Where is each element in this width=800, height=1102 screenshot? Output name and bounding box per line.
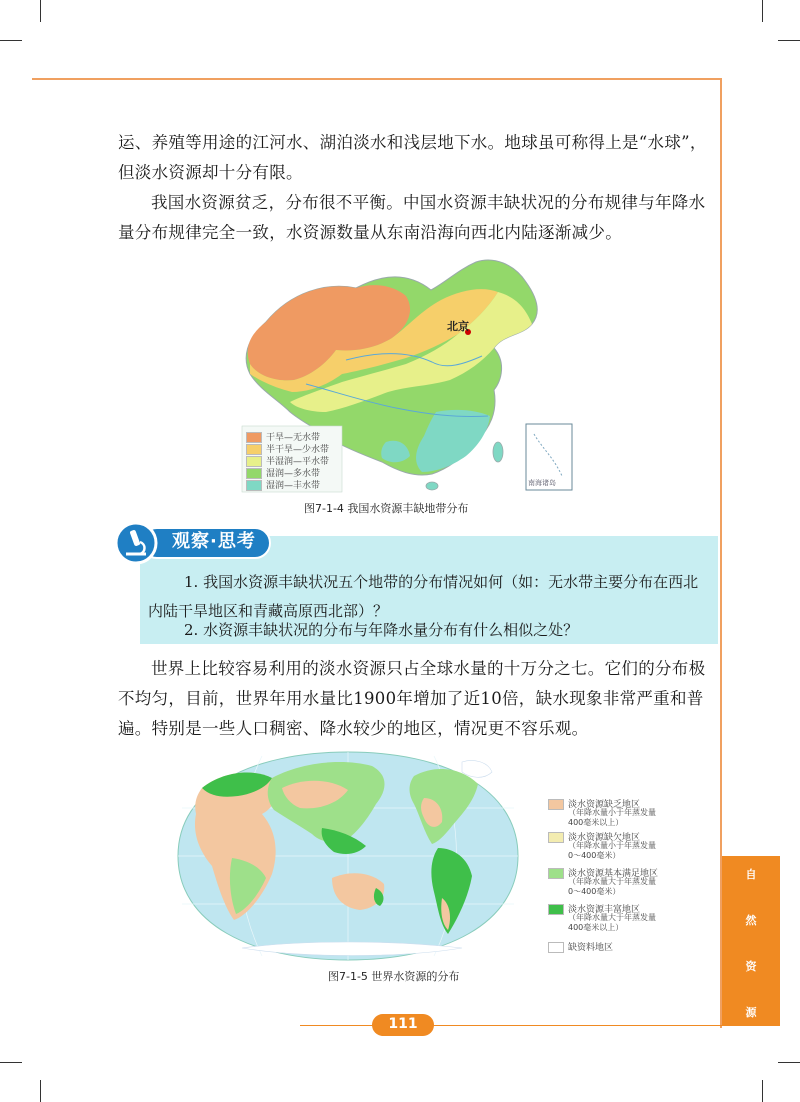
figure-caption-china: 图7-1-4 我国水资源丰缺地带分布: [304, 502, 469, 515]
legend-note: （年降水量大于年蒸发量400毫米以上）: [568, 913, 656, 932]
crop-mark: [40, 1080, 41, 1102]
legend-label: 淡水资源基本满足地区: [568, 869, 659, 879]
crop-mark: [762, 0, 763, 22]
crop-mark: [762, 1080, 763, 1102]
legend-label: 半湿润—平水带: [266, 457, 330, 467]
side-tab-char: 然: [745, 914, 757, 927]
legend-label: 干旱—无水带: [266, 433, 321, 443]
crop-mark: [778, 40, 800, 41]
question-1: 1. 我国水资源丰缺状况五个地带的分布情况如何（如：无水带主要分布在西北内陆干旱地区和青藏高原西北部）？: [148, 573, 699, 620]
legend-label: 缺资料地区: [568, 943, 614, 953]
page-frame-top: [32, 78, 722, 80]
legend-label: 湿润—丰水带: [266, 481, 321, 491]
legend-swatch: [548, 868, 564, 879]
world-water-map: [162, 748, 534, 964]
paragraph-china-water: 我国水资源贫乏，分布很不平衡。中国水资源丰缺状况的分布规律与年降水量分布规律完全一致，水资源数量从东南沿海向西北内陆逐渐减少。: [118, 193, 706, 242]
legend-note: （年降水量小于年蒸发量400毫米以上）: [568, 808, 656, 827]
map-inset-label: 南海诸岛: [528, 479, 556, 487]
legend-swatch: [246, 480, 262, 491]
legend-swatch: [548, 904, 564, 915]
legend-label: 湿润—多水带: [266, 469, 321, 479]
crop-mark: [0, 40, 22, 41]
legend-label: 半干旱—少水带: [266, 445, 330, 455]
legend-label: 淡水资源缺欠地区: [568, 833, 641, 843]
page-footer-line: [300, 1025, 722, 1026]
side-tab-char: 自: [745, 868, 757, 881]
crop-mark: [0, 1062, 22, 1063]
legend-label: 淡水资源丰富地区: [568, 905, 641, 915]
legend-note: （年降水量小于年蒸发量0～400毫米）: [568, 841, 656, 860]
paragraph-water-earth: 运、养殖等用途的江河水、湖泊淡水和浅层地下水。地球虽可称得上是“水球”，但淡水资源却十分有限。: [118, 133, 707, 182]
figure-caption-world: 图7-1-5 世界水资源的分布: [328, 970, 460, 983]
legend-swatch: [548, 832, 564, 843]
legend-swatch: [548, 799, 564, 810]
legend-item: [548, 940, 613, 953]
crop-mark: [778, 1062, 800, 1063]
legend-swatch: [548, 942, 564, 953]
observe-think-title: 观察·思考: [172, 531, 256, 552]
side-tab-char: 源: [745, 1006, 757, 1019]
page-number: 111: [388, 1016, 418, 1032]
legend-note: （年降水量大于年蒸发量0～400毫米）: [568, 877, 656, 896]
side-tab-char: 资: [745, 960, 757, 973]
crop-mark: [40, 0, 41, 22]
question-2: 2. 水资源丰缺状况的分布与年降水量分布有什么相似之处？: [184, 621, 579, 639]
map-city-label-beijing: 北京: [447, 320, 469, 333]
paragraph-world-water: 世界上比较容易利用的淡水资源只占全球水量的十万分之七。它们的分布极不均匀，目前，世界年用水量比1900年增加了近10倍，缺水现象非常严重和普遍。特别是一些人口稠密、降水较少的地区，情况更不容乐观。: [118, 659, 706, 738]
legend-label: 淡水资源缺乏地区: [568, 800, 641, 810]
legend-item: [246, 478, 320, 491]
